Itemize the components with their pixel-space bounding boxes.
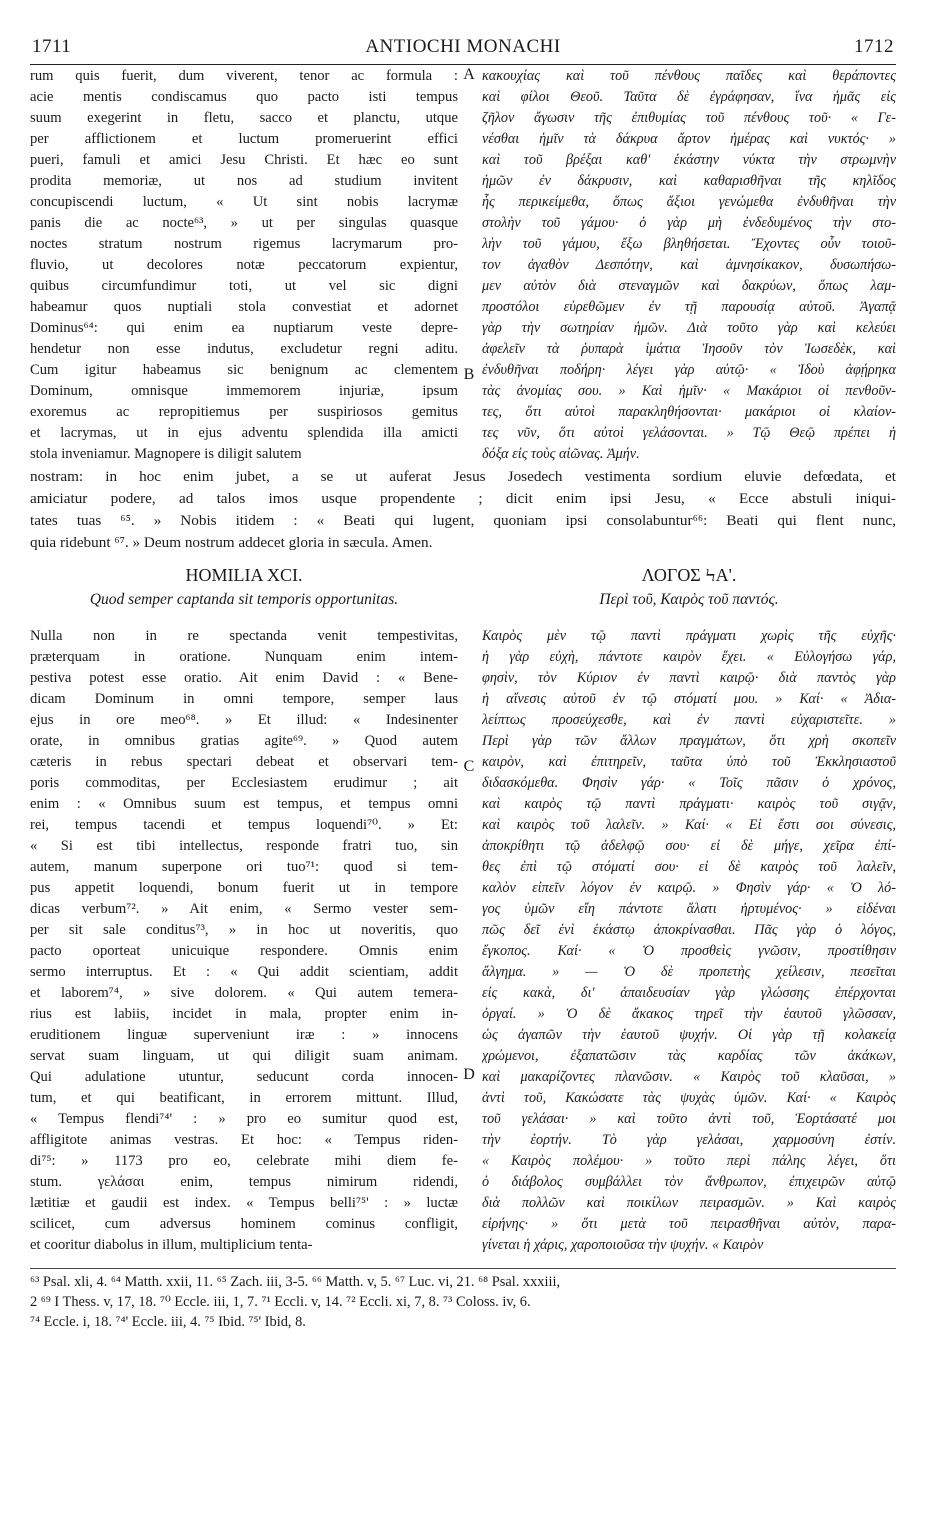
latin-text-line: orate, in omnibus gratias agite⁶⁹. » Quod autem [30,733,458,749]
greek-homily-title: ΛΟΓΟΣ ϞΑ'. [641,565,737,585]
greek-text-line: δόξα εἰς τοὺς αἰῶνας. Ἀμήν. [482,446,640,462]
latin-text-line: suum exegerint in fletu, sacco et planctu, utque [30,110,458,126]
full-width-text-line: nostram: in hoc enim jubet, a se ut auferat Jesus Josedech vestimenta sordium eluvie defœdata, et [30,468,896,485]
latin-text-line: fluvio, ut decolores notæ peccatorum expientur, [30,257,458,273]
full-width-text-line: tates tuas ⁶⁵. » Nobis itidem : « Beati qui lugent, quoniam ipsi consolabuntur⁶⁶: Beati qui flent nunc, [30,512,896,529]
greek-text-line: διδασκόμεθα. Φησὶν γάρ· « Τοῖς πᾶσιν ὁ χρόνος, [482,775,896,791]
page-header [30,30,896,65]
greek-column-homily [482,626,896,1256]
latin-heading-block [30,562,458,612]
latin-text-line: scilicet, cum adversus hominem cominus confligit, [30,1216,458,1232]
greek-text-line: διὰ πολλῶν καὶ ποικίλων πειρασμῶν. » Καὶ καιρὸς [482,1195,896,1211]
latin-text-line: concupiscendi luctum, « Ut sint nobis lacrymæ [30,194,458,210]
greek-text-line: καὶ καιρὸς τοῦ λαλεῖν. » Καί· « Εἰ ἔστι σοι σύνεσις, [482,817,896,833]
latin-text-line: dicas verbum⁷². » Ait enim, « Sermo vester sem- [30,901,458,917]
greek-text-line: ζῆλον ἄγωσιν τῆς ἐπιθυμίας τοῦ πένθους τοῦ· « Γε- [482,110,896,126]
latin-text-line: habeamur quos nuptiali stola convestiat et adornet [30,299,458,315]
latin-text-line: panis die ac nocte⁶³, » ut per singulas quasque [30,215,458,231]
latin-text-line: tum, et qui beatificant, in errorem mittunt. Illud, [30,1090,458,1106]
greek-text-line: χρώμενοι, ἐξαπατῶσιν τὰς καρδίας τῶν ἀκάκων, [482,1048,896,1064]
latin-text-line: stum. γελάσαι enim, tempus nimirum ridendi, [30,1174,458,1190]
greek-text-line: καλὸν εἰπεῖν λόγον ἐν καιρῷ. » Φησὶν γάρ· « Ὁ λό- [482,880,896,896]
latin-text-line: Dominum, omnisque immemorem injuriæ, ipsum [30,383,458,399]
latin-text-line: pestiva potest esse oratio. Ait enim David : « Bene- [30,670,458,686]
greek-text-line: ἀποκρίθητι τῷ ἀδελφῷ σου· εἰ δὲ μήγε, χεῖρα ἐπί- [482,838,896,854]
latin-text-line: poris commoditas, per Ecclesiastem erudimur ; ait [30,775,458,791]
latin-text-line: lætitiæ et gaudii est index. « Tempus belli⁷⁵' : » luctæ [30,1195,458,1211]
latin-text-line: hendetur non esse indutus, excludetur regni aditu. [30,341,458,357]
latin-text-line: « Tempus flendi⁷⁴' : » pro eo sumitur quod est, [30,1111,458,1127]
latin-text-line: acie mentis condiscamus quo pacto isti tempus [30,89,458,105]
running-title: ANTIOCHI MONACHI [365,36,561,57]
greek-text-line: ἡ γὰρ εὐχὴ, πάντοτε καιρὸν ἔχει. « Εὐλογήσω γάρ, [482,649,896,665]
greek-text-line: καὶ μακαρίζοντες πλανῶσιν. « Καιρὸς τοῦ κλαῦσαι, » [482,1069,896,1085]
latin-text-line: rum quis fuerit, dum viverent, tenor ac formula : [30,68,458,84]
greek-text-line: κακουχίας καὶ τοῦ πένθους παῖδες καὶ θεράποντες [482,68,896,84]
latin-text-line: Qui adulatione utuntur, seducunt corda innocen- [30,1069,458,1085]
margin-letter-c: C [463,758,475,775]
latin-text-line: quibus circumfundimur toti, ut vel sic digni [30,278,458,294]
greek-text-line: Καιρὸς μὲν τῷ παντὶ πράγματι χωρὶς τῆς εὐχῆς· [482,628,896,644]
top-columns [30,66,896,466]
footnotes [30,1272,896,1336]
greek-text-line: στολὴν τοῦ γάμου· ὁ γὰρ μὴ ἐνδεδυμένος τὴν στο- [482,215,896,231]
footnote-line: ⁶³ Psal. xli, 4. ⁶⁴ Matth. xxii, 11. ⁶⁵ Zach. iii, 3-5. ⁶⁶ Matth. v, 5. ⁶⁷ Luc. vi, 21. ⁶⁸ Psal. xxxiii, [30,1274,561,1290]
latin-text-line: autem, manum superpone ori tuo⁷¹: quod si tem- [30,859,458,875]
greek-text-line: ὀργαί. » Ὁ δὲ ἄκακος τηρεῖ τὴν ἑαυτοῦ γλῶσσαν, [482,1006,896,1022]
greek-text-line: ἡ αἴνεσις αὐτοῦ ἐν τῷ στόματί μου. » Καί· « Ἀδια- [482,691,896,707]
greek-text-line: ἀφελεῖν τὰ ῥυπαρὰ ἱμάτια Ἰησοῦν τὸν Ἰωσεδὲκ, καὶ [482,341,896,357]
latin-text-line: et lacrymas, ut in ejus adventu splendida illa amicti [30,425,458,441]
latin-text-line: sermo interruptus. Et : « Qui addit scientiam, addit [30,964,458,980]
greek-text-line: τοῦ γελάσαι· » καὶ τοῦτο ἀντὶ τοῦ, Ἑορτάσατέ μοι [482,1111,896,1127]
greek-text-line: γίνεται ἡ χάρις, χαροποιοῦσα τὴν ψυχήν. « Καιρὸν [482,1237,764,1253]
latin-text-line: prodita memoriæ, ut nos ad studium invitent [30,173,458,189]
greek-text-line: ὁ διάβολος συμβάλλει τὸν ἄνθρωπον, ἐπιχειρῶν αὐτῷ [482,1174,896,1190]
latin-text-line: « Si est tibi intellectus, responde fratri tuo, sin [30,838,458,854]
latin-homily-subtitle: Quod semper captanda sit temporis opportunitas. [89,591,399,608]
latin-text-line: stola inveniamur. Magnopere is diligit salutem [30,446,302,462]
latin-text-line: servat suam linguam, ut qui diligit suam animam. [30,1048,458,1064]
homily-headings [30,562,896,618]
full-width-text-line: amiciatur podere, ad talos imos usque propendente ; dicit enim ipsi Jesu, « Ecce abstuli iniqui- [30,490,896,507]
greek-text-line: ἐνδυθῆναι ποδήρη· λέγει γὰρ αὐτῷ· « Ἰδοὺ ἀφῄρηκα [482,362,896,378]
greek-text-line: τες νῦν, ὅτι αὐτοὶ γελάσονται. » Τῷ Θεῷ πρέπει ἡ [482,425,896,441]
greek-text-line: Περὶ γὰρ τῶν ἄλλων πραγμάτων, ὅτι χρὴ σκοπεῖν [482,733,896,749]
latin-column-homily [30,626,458,1256]
latin-text-line: rei, tempus tacendi et tempus loquendi⁷⁰. » Et: [30,817,458,833]
latin-text-line: cæteris in rebus spectari debeat et observari tem- [30,754,458,770]
footnote-line: 2 ⁶⁹ I Thess. v, 17, 18. ⁷⁰ Eccle. iii, 1, 7. ⁷¹ Eccli. v, 14. ⁷² Eccli. xi, 7, 8. ⁷³ Coloss. iv, 6. [30,1294,531,1310]
margin-letter-d: D [463,1066,475,1083]
greek-text-line: προστόλοι εὑρεθῶμεν ἐν τῇ παρουσίᾳ αὐτοῦ. Ἀγαπᾷ [482,299,896,315]
greek-text-line: μεν αὐτὸν διὰ στεναγμῶν καὶ δακρύων, ὅπως λαμ- [482,278,896,294]
greek-text-line: ἔγκοπος. Καί· « Ὁ προσθεὶς γνῶσιν, προστίθησιν [482,943,896,959]
latin-text-line: di⁷⁵: » 1173 pro eo, celebrate mihi diem fe- [30,1153,458,1169]
page-number-left: 1711 [32,36,72,57]
greek-text-line: νέσθαι ἡμῖν τὰ δάκρυα ἄρτον ἡμέρας καὶ νυκτός· » [482,131,896,147]
greek-text-line: « Καιρὸς πολέμου· » τοῦτο περὶ πάλης λέγει, ὅτι [482,1153,896,1169]
greek-text-line: γὰρ τὴν σωτηρίαν ἡμῶν. Διὰ τοῦτο γὰρ καὶ κελεύει [482,320,896,336]
latin-text-line: noctes stratum nostrum rigemus lacrymarum pro- [30,236,458,252]
latin-homily-title: HOMILIA XCI. [185,565,303,585]
greek-text-line: λὴν τοῦ γάμου, ἔξω βληθήσεται. Ἔχοντες οὖν τοιοῦ- [482,236,896,252]
full-width-text-line: quia ridebunt ⁶⁷. » Deum nostrum addecet gloria in sæcula. Amen. [30,534,433,551]
greek-text-line: ἧς περικείμεθα, ὅπως ἄξιοι γενώμεθα ἐνδυθῆναι τὴν [482,194,896,210]
page-number-right: 1712 [854,36,894,57]
footnote-line: ⁷⁴ Eccle. i, 18. ⁷⁴' Eccle. iii, 4. ⁷⁵ Ibid. ⁷⁵' Ibid, 8. [30,1314,306,1330]
greek-text-line: τὰς ἀνομίας σου. » Καὶ ἡμῖν· « Μακάριοι οἱ πενθοῦν- [482,383,896,399]
latin-text-line: eruditionem linguæ superveniunt iræ : » innocens [30,1027,458,1043]
greek-text-line: καιρὸν, καὶ ἐπιτηρεῖν, ταῦτα ὑπὸ τοῦ Ἐκκλησιαστοῦ [482,754,896,770]
latin-text-line: pacto oporteat unicuique respondere. Omnis enim [30,943,458,959]
greek-text-line: θες ἐπὶ τῷ στόματί σου· εἰ δὲ καιρὸς τοῦ λαλεῖν, [482,859,896,875]
latin-text-line: rius est labiis, incidet in mala, propter enim in- [30,1006,458,1022]
greek-text-line: γος ὑμῶν εἴη πάντοτε ἅλατι ἠρτυμένος· » εἰδέναι [482,901,896,917]
greek-text-line: καὶ τοῦ βρέξαι καθ' ἑκάστην νύκτα τὴν στρωμνὴν [482,152,896,168]
latin-text-line: pueri, famuli et amici Jesu Christi. Et hæc eo sunt [30,152,458,168]
latin-text-line: dicam Dominum in omni tempore, semper laus [30,691,458,707]
latin-text-line: Cum igitur habeamus sic benignum ac clementem [30,362,458,378]
homily-columns [30,626,896,1262]
latin-text-line: Dominus⁶⁴: qui enim ea nuptiarum veste depre- [30,320,458,336]
latin-text-line: et laborem⁷⁴, » sive dolorem. « Qui autem temera- [30,985,458,1001]
greek-text-line: τον ἀγαθὸν Δεσπότην, καὶ ἀμνησίκακον, δυσωπήσω- [482,257,896,273]
latin-text-line: enim : « Omnibus suum est tempus, et tempus omni [30,796,458,812]
latin-text-line: per afflictionem et luctum promeruerint effici [30,131,458,147]
page [30,30,896,1520]
greek-text-line: καὶ φίλοι Θεοῦ. Ταῦτα δὲ ἐγράφησαν, ἵνα ἡμᾶς εἰς [482,89,896,105]
greek-text-line: τες, ὅτι αὐτοὶ παρακληθήσονται· μακάριοι οἱ κλαίον- [482,404,896,420]
greek-column-top [482,66,896,465]
greek-text-line: ἀντὶ τοῦ, Κακώσατε τὰς ψυχὰς ὑμῶν. Καί· « Καιρὸς [482,1090,896,1106]
greek-homily-subtitle: Περὶ τοῦ, Καιρὸς τοῦ παντός. [599,591,779,608]
footnote-rule [30,1268,896,1269]
latin-text-line: præterquam in oratione. Nunquam enim intem- [30,649,458,665]
greek-text-line: εἰς κακὰ, δι' ἀπαιδευσίαν γὰρ γλώσσης ἐπέρχονται [482,985,896,1001]
latin-text-line: pus appetit loquendi, bonum fuerit ut in tempore [30,880,458,896]
latin-text-line: et cooritur diabolus in illum, multiplicium tenta- [30,1237,313,1253]
margin-letter-a: A [463,66,475,83]
full-width-paragraph [30,466,896,556]
greek-text-line: ἄλγημα. » — Ὁ δὲ προπετὴς χείλεσιν, πεσεῖται [482,964,896,980]
greek-text-line: λείπτως προσεύχεσθε, καὶ ἐν παντὶ εὐχαριστεῖτε. » [482,712,896,728]
greek-text-line: καὶ καιρὸς τῷ παντὶ πράγματι· καιρὸς τοῦ σιγᾷν, [482,796,896,812]
latin-column-top [30,66,458,465]
latin-text-line: ejus in ore meo⁶⁸. » Et illud: « Indesinenter [30,712,458,728]
greek-text-line: τὴν ἑορτήν. Τὸ γὰρ γελάσαι, χαρμοσύνη ἐστίν. [482,1132,896,1148]
margin-letter-b: B [463,366,475,383]
latin-text-line: affligitote animas vestras. Et hoc: « Tempus riden- [30,1132,458,1148]
greek-text-line: εἰρήνης· » ὅτι μετὰ τοῦ πειρασθῆναι αὐτὸν, παρα- [482,1216,896,1232]
greek-text-line: ὡς ἀγαπῶν τὴν ἑαυτοῦ ψυχήν. Οἱ γὰρ τῇ κολακείᾳ [482,1027,896,1043]
greek-heading-block [482,562,896,612]
latin-text-line: Nulla non in re spectanda venit tempestivitas, [30,628,458,644]
latin-text-line: exoremus ac repropitiemus per suspiriosos gemitus [30,404,458,420]
greek-text-line: ἡμῶν ἐν δάκρυσιν, καὶ καθαρισθῆναι τῆς κηλῖδος [482,173,896,189]
greek-text-line: φησὶν, τὸν Κύριον ἐν παντὶ καιρῷ· διὰ παντὸς γὰρ [482,670,896,686]
latin-text-line: per sit sale conditus⁷³, » in hoc ut noveritis, quo [30,922,458,938]
greek-text-line: πῶς δεῖ ἑνὶ ἑκάστῳ ἀποκρίνασθαι. Πᾶς γὰρ ὁ λόγος, [482,922,896,938]
